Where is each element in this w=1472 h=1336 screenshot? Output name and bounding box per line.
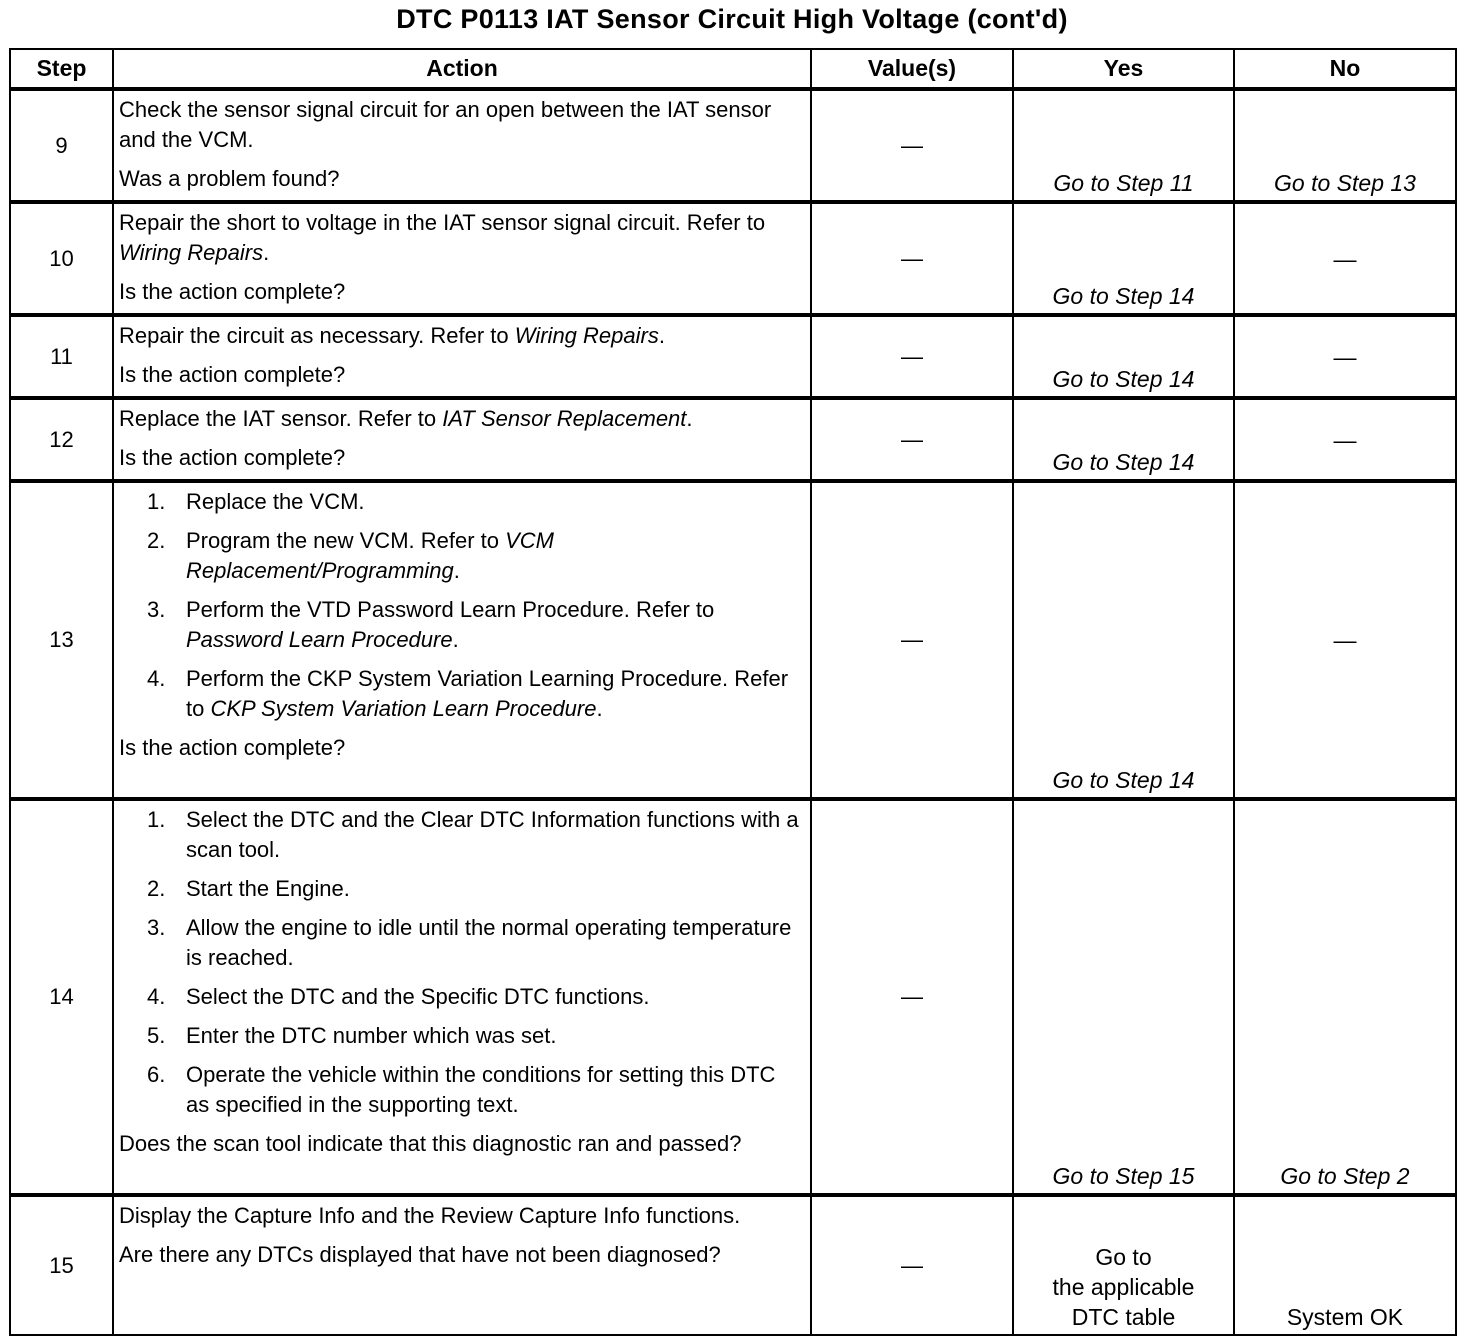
list-item: 4. Perform the CKP System Variation Learning Procedure. Refer to CKP System Variation Learn Procedure. xyxy=(147,666,789,721)
no-cell xyxy=(1234,799,1456,1195)
table-row xyxy=(10,315,1456,398)
action-text: Check the sensor signal circuit for an open between the IAT sensor and the VCM. xyxy=(119,97,772,152)
no-result: Go to Step 13 xyxy=(1274,170,1416,196)
action-cell xyxy=(113,398,811,481)
list-item: 1. Select the DTC and the Clear DTC Information functions with a scan tool. xyxy=(147,807,799,862)
yes-cell xyxy=(1013,799,1234,1195)
yes-cell xyxy=(1013,202,1234,315)
no-cell xyxy=(1234,315,1456,398)
no-cell xyxy=(1234,89,1456,202)
column-header-step: Step xyxy=(10,49,113,89)
action-text: Replace the IAT sensor. Refer to IAT Sensor Replacement. xyxy=(119,406,693,431)
table-row xyxy=(10,1195,1456,1335)
table-row xyxy=(10,89,1456,202)
value-cell: — xyxy=(811,1195,1013,1335)
value-cell: — xyxy=(811,398,1013,481)
list-item: 2. Program the new VCM. Refer to VCM Replacement/Programming. xyxy=(147,528,555,583)
action-question: Is the action complete? xyxy=(119,362,346,387)
action-question: Is the action complete? xyxy=(119,445,346,470)
reference-link: Password Learn Procedure xyxy=(186,627,453,652)
yes-result: Go to Step 14 xyxy=(1052,449,1195,475)
diagnostic-table xyxy=(9,48,1457,1336)
reference-link: IAT Sensor Replacement xyxy=(442,406,687,431)
yes-cell xyxy=(1013,89,1234,202)
reference-link: CKP System Variation Learn Procedure xyxy=(210,696,597,721)
table-row xyxy=(10,481,1456,799)
value-cell: — xyxy=(811,481,1013,799)
list-item: 4. Select the DTC and the Specific DTC functions. xyxy=(147,984,650,1009)
action-question: Was a problem found? xyxy=(119,166,340,191)
action-text: Display the Capture Info and the Review Capture Info functions. xyxy=(119,1203,741,1228)
value-cell: — xyxy=(811,315,1013,398)
action-question: Is the action complete? xyxy=(119,735,346,760)
value-cell: — xyxy=(811,202,1013,315)
action-cell xyxy=(113,315,811,398)
header-row xyxy=(10,49,1456,89)
yes-result: Go to Step 14 xyxy=(1052,283,1195,309)
action-cell xyxy=(113,799,811,1195)
table-row xyxy=(10,398,1456,481)
column-header-yes: Yes xyxy=(1013,49,1234,89)
procedure-list xyxy=(119,805,802,1120)
step-number: 12 xyxy=(10,398,113,481)
procedure-list xyxy=(119,487,802,724)
no-result: — xyxy=(1333,245,1357,272)
action-text: Repair the circuit as necessary. Refer to Wiring Repairs. xyxy=(119,323,665,348)
step-number: 15 xyxy=(10,1195,113,1335)
yes-cell xyxy=(1013,315,1234,398)
action-cell xyxy=(113,1195,811,1335)
action-question: Is the action complete? xyxy=(119,279,346,304)
document-title: DTC P0113 IAT Sensor Circuit High Voltage (cont'd) xyxy=(396,4,1068,34)
no-cell xyxy=(1234,398,1456,481)
yes-result: Go to the applicable DTC table xyxy=(1052,1244,1195,1330)
action-cell xyxy=(113,202,811,315)
list-item: 1. Replace the VCM. xyxy=(147,489,365,514)
yes-result: Go to Step 14 xyxy=(1052,767,1195,793)
yes-cell xyxy=(1013,398,1234,481)
step-number: 11 xyxy=(10,315,113,398)
yes-cell xyxy=(1013,1195,1234,1335)
list-item: 5. Enter the DTC number which was set. xyxy=(147,1023,557,1048)
yes-result: Go to Step 11 xyxy=(1053,170,1194,196)
action-text: Repair the short to voltage in the IAT sensor signal circuit. Refer to Wiring Repairs. xyxy=(119,210,766,265)
action-question: Does the scan tool indicate that this diagnostic ran and passed? xyxy=(119,1131,742,1156)
column-header-no: No xyxy=(1234,49,1456,89)
table-row xyxy=(10,799,1456,1195)
column-header-values: Value(s) xyxy=(811,49,1013,89)
no-result: — xyxy=(1333,627,1357,653)
reference-link: VCM Replacement/Programming xyxy=(186,528,555,583)
no-cell xyxy=(1234,481,1456,799)
reference-link: Wiring Repairs xyxy=(514,323,659,348)
step-number: 13 xyxy=(10,481,113,799)
action-question: Are there any DTCs displayed that have not been diagnosed? xyxy=(119,1242,721,1267)
action-cell xyxy=(113,481,811,799)
table-row xyxy=(10,202,1456,315)
yes-result: Go to Step 15 xyxy=(1052,1163,1195,1189)
value-cell: — xyxy=(811,89,1013,202)
step-number: 14 xyxy=(10,799,113,1195)
no-result: System OK xyxy=(1286,1304,1404,1330)
no-result: — xyxy=(1333,343,1357,370)
step-number: 10 xyxy=(10,202,113,315)
no-cell xyxy=(1234,202,1456,315)
yes-result: Go to Step 14 xyxy=(1052,366,1195,392)
yes-cell xyxy=(1013,481,1234,799)
no-cell xyxy=(1234,1195,1456,1335)
no-result: Go to Step 2 xyxy=(1280,1163,1410,1189)
value-cell: — xyxy=(811,799,1013,1195)
list-item: 6. Operate the vehicle within the conditions for setting this DTC as specified in the supporting text. xyxy=(147,1062,776,1117)
column-header-action: Action xyxy=(113,49,811,89)
no-result: — xyxy=(1333,426,1357,453)
action-cell xyxy=(113,89,811,202)
step-number: 9 xyxy=(10,89,113,202)
list-item: 3. Allow the engine to idle until the normal operating temperature is reached. xyxy=(147,915,792,970)
reference-link: Wiring Repairs xyxy=(119,240,264,265)
list-item: 2. Start the Engine. xyxy=(147,876,350,901)
list-item: 3. Perform the VTD Password Learn Procedure. Refer to Password Learn Procedure. xyxy=(147,597,715,652)
